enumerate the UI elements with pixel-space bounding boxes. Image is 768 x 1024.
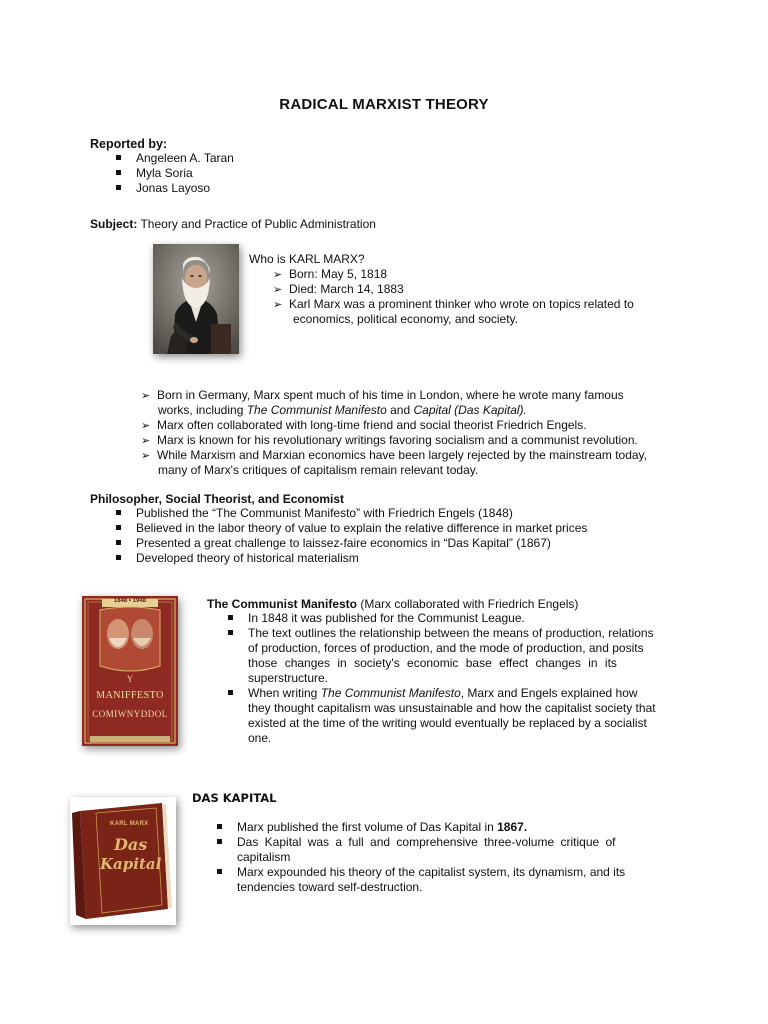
list-item-continued: capitalism — [237, 850, 291, 864]
das-kapital-heading: DAS KAPITAL — [192, 791, 277, 805]
bio-list — [141, 388, 681, 478]
who-is-list — [273, 267, 634, 327]
book-title-1: Das — [114, 835, 148, 854]
list-item: ➢ Marx often collaborated with long-time friend and social theorist Friedrich Engels. — [141, 418, 587, 432]
list-item: ➢ Karl Marx was a prominent thinker who wrote on topics related to — [273, 297, 634, 311]
list-item: ➢ Born in Germany, Marx spent much of his time in London, where he wrote many famous — [141, 388, 624, 402]
list-item: ➢ While Marxism and Marxian economics have been largely rejected by the mainstream today, — [141, 448, 647, 462]
das-kapital-list — [217, 820, 679, 895]
list-item-continued: economics, political economy, and society. — [293, 312, 518, 326]
manifesto-title-2: COMIWNYDDOL — [92, 709, 168, 719]
list-item-continued: those changes in society's economic base effect changes in its — [248, 656, 617, 670]
manifesto-letter: Y — [126, 674, 134, 684]
manifesto-years: 1848 • 1948 — [113, 598, 147, 604]
communist-manifesto-cover — [82, 596, 178, 746]
list-item-continued: of production, forces of production, and the mode of production, and posits — [248, 641, 644, 655]
das-kapital-book — [70, 797, 176, 925]
list-item: ➢ Died: March 14, 1883 — [273, 282, 404, 296]
reported-by-label: Reported by: — [90, 137, 168, 151]
list-item-continued: tendencies toward self-destruction. — [237, 880, 423, 894]
manifesto-heading: The Communist Manifesto (Marx collaborated with Friedrich Engels) — [207, 597, 579, 611]
page-title: RADICAL MARXIST THEORY — [279, 96, 489, 113]
book-title-2: Kapital — [100, 855, 162, 873]
list-item: In 1848 it was published for the Communist League. — [228, 611, 678, 626]
karl-marx-portrait — [153, 244, 239, 354]
list-item: Myla Soria — [116, 166, 234, 181]
list-item: Published the “The Communist Manifesto” with Friedrich Engels (1848) — [116, 506, 587, 521]
list-item: Angeleen A. Taran — [116, 151, 234, 166]
list-item: Believed in the labor theory of value to explain the relative difference in market prices — [116, 521, 587, 536]
manifesto-title-1: MANIFFESTO — [96, 690, 164, 701]
book-author: KARL MARX — [110, 821, 149, 827]
list-item: Presented a great challenge to laissez-faire economics in “Das Kapital” (1867) — [116, 536, 587, 551]
list-item-continued: they thought capitalism was unsustainable and how the capitalist society that — [248, 701, 656, 715]
list-item: Developed theory of historical materialism — [116, 551, 587, 566]
list-item-continued: one. — [248, 731, 272, 745]
subject-label: Subject: — [90, 217, 138, 231]
list-item: When writing The Communist Manifesto, Marx and Engels explained how — [228, 686, 678, 701]
list-item: ➢ Born: May 5, 1818 — [273, 267, 388, 281]
philosopher-heading: Philosopher, Social Theorist, and Economist — [90, 492, 345, 506]
list-item: The text outlines the relationship between the means of production, relations — [228, 626, 678, 641]
list-item-continued: superstructure. — [248, 671, 329, 685]
manifesto-list — [228, 611, 678, 746]
reporter-list — [116, 151, 234, 196]
list-item: ➢ Marx is known for his revolutionary writings favoring socialism and a communist revolution. — [141, 433, 638, 447]
who-is-heading: Who is KARL MARX? — [249, 252, 365, 266]
list-item: Marx published the first volume of Das Kapital in 1867. — [217, 820, 679, 835]
list-item: Marx expounded his theory of the capitalist system, its dynamism, and its — [217, 865, 679, 880]
subject-line — [90, 217, 376, 232]
list-item-continued: works, including The Communist Manifesto and Capital (Das Kapital). — [158, 403, 527, 417]
list-item: Jonas Layoso — [116, 181, 234, 196]
subject-value: Theory and Practice of Public Administration — [140, 217, 376, 231]
list-item-continued: many of Marx's critiques of capitalism remain relevant today. — [158, 463, 479, 477]
philosopher-list — [116, 506, 587, 566]
list-item-continued: existed at the time of the writing would eventually be replaced by a socialist — [248, 716, 647, 730]
list-item: Das Kapital was a full and comprehensive three-volume critique of — [217, 835, 679, 850]
